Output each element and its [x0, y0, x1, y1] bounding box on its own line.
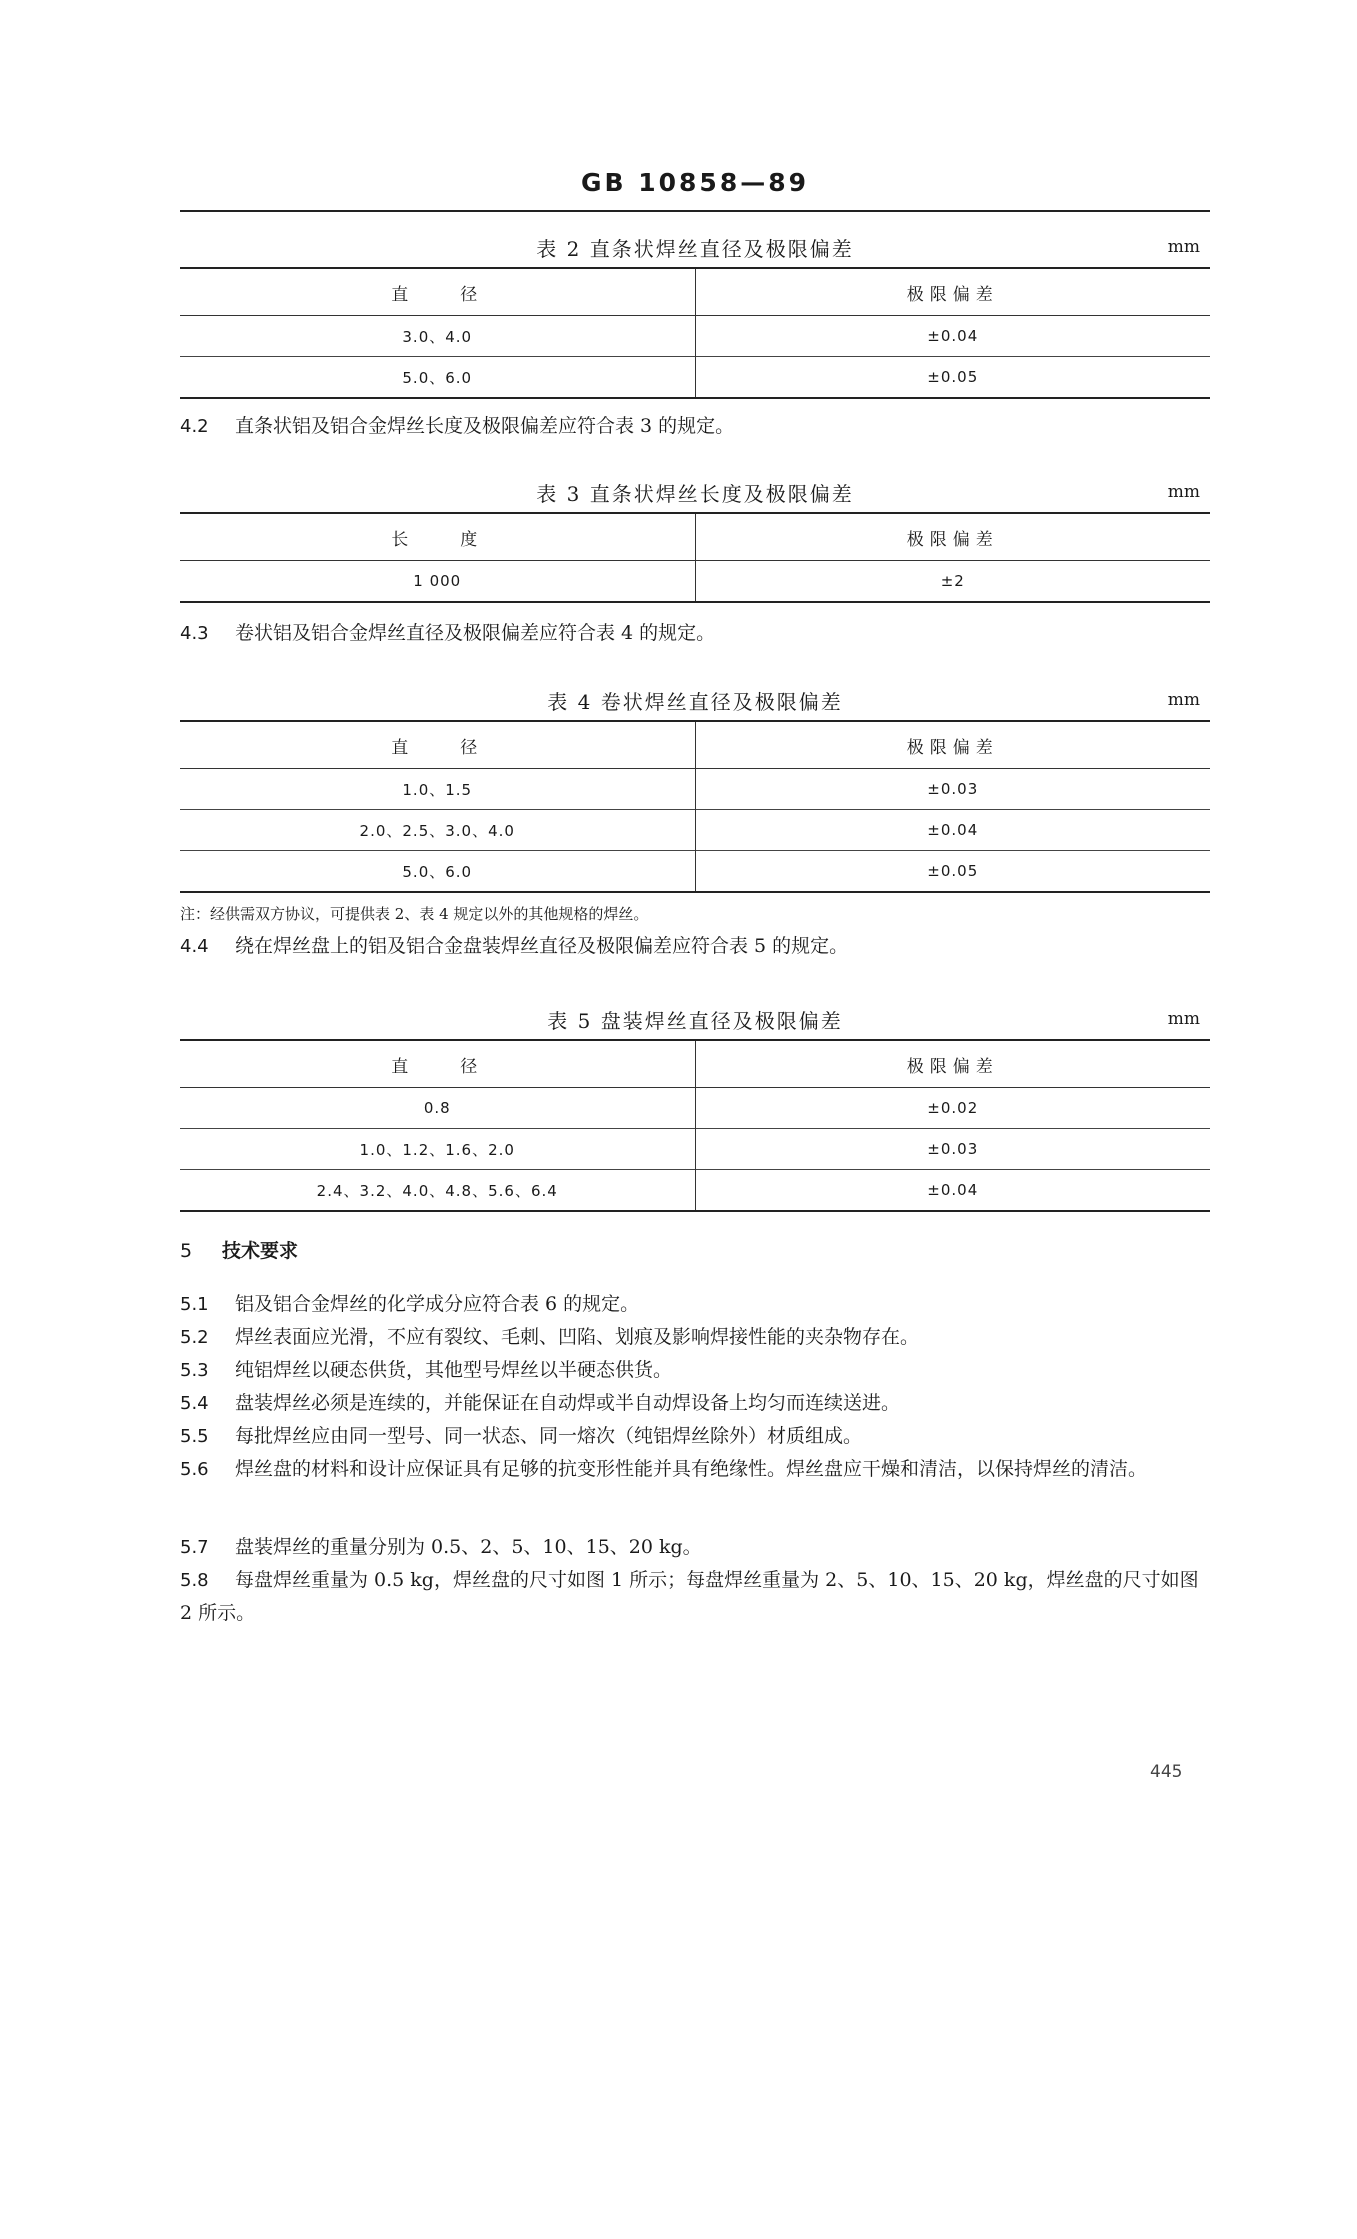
table-5-unit: mm: [1167, 1009, 1200, 1029]
table-3: [180, 512, 1210, 603]
table-2-unit: mm: [1167, 237, 1200, 257]
table-2-title: 表 2 直条状焊丝直径及极限偏差: [536, 237, 854, 261]
clause-text: 直条状铝及铝合金焊丝长度及极限偏差应符合表 3 的规定。: [235, 415, 735, 437]
clause-text: 焊丝盘的材料和设计应保证具有足够的抗变形性能并具有绝缘性。焊丝盘应干燥和清洁，以保持焊丝的清洁。: [235, 1458, 1148, 1480]
table-cell: ±0.04: [695, 316, 1210, 357]
table-cell: 5.0、6.0: [180, 851, 695, 893]
standard-number-header: GB 10858—89: [580, 168, 810, 197]
table-row: [180, 769, 1210, 810]
clause-number: 5.1: [180, 1294, 209, 1315]
clause-5-5: [180, 1420, 1210, 1453]
table-3-block: [180, 470, 1210, 603]
clause-5-3: [180, 1354, 1210, 1387]
clause-5-6: [180, 1453, 1210, 1486]
table-cell: 2.0、2.5、3.0、4.0: [180, 810, 695, 851]
table-row: [180, 1088, 1210, 1129]
table-cell: ±0.04: [695, 810, 1210, 851]
table-5-block: [180, 997, 1210, 1212]
table-4-title: 表 4 卷状焊丝直径及极限偏差: [547, 690, 843, 714]
section-number: 5: [180, 1240, 193, 1262]
table-cell: 0.8: [180, 1088, 695, 1129]
clause-text: 铝及铝合金焊丝的化学成分应符合表 6 的规定。: [235, 1293, 640, 1315]
clause-5-7: [180, 1531, 1210, 1564]
page-number: 445: [1150, 1762, 1183, 1782]
table-row: [180, 851, 1210, 893]
clause-text: 焊丝表面应光滑，不应有裂纹、毛刺、凹陷、划痕及影响焊接性能的夹杂物存在。: [235, 1326, 920, 1348]
clause-text: 盘装焊丝必须是连续的，并能保证在自动焊或半自动焊设备上均匀而连续送进。: [235, 1392, 901, 1414]
table-header-cell: 极限偏差: [695, 1040, 1210, 1088]
clause-5-8: [180, 1564, 1210, 1630]
table-5: [180, 1039, 1210, 1212]
clause-text: 每批焊丝应由同一型号、同一状态、同一熔次（纯铝焊丝除外）材质组成。: [235, 1425, 863, 1447]
clause-5-2: [180, 1321, 1210, 1354]
clause-text: 卷状铝及铝合金焊丝直径及极限偏差应符合表 4 的规定。: [235, 622, 716, 644]
header-rule: [180, 210, 1210, 212]
clause-4-3: [180, 617, 1210, 650]
table-2-block: [180, 225, 1210, 399]
clause-number: 5.8: [180, 1570, 209, 1591]
table-header-cell: 极限偏差: [695, 268, 1210, 316]
table-header-cell: 极限偏差: [695, 513, 1210, 561]
table-4: [180, 720, 1210, 893]
clause-text: 绕在焊丝盘上的铝及铝合金盘装焊丝直径及极限偏差应符合表 5 的规定。: [235, 935, 849, 957]
table-cell: ±0.05: [695, 851, 1210, 893]
clause-text: 每盘焊丝重量为 0.5 kg，焊丝盘的尺寸如图 1 所示；每盘焊丝重量为 2、5、10、15、20 kg，焊丝盘的尺寸如图 2 所示。: [180, 1569, 1199, 1624]
table-cell: 1.0、1.5: [180, 769, 695, 810]
table-cell: 1.0、1.2、1.6、2.0: [180, 1129, 695, 1170]
table-cell: ±0.04: [695, 1170, 1210, 1212]
table-header-cell: 直 径: [180, 268, 695, 316]
clause-4-2: [180, 410, 1210, 443]
table-header-cell: 极限偏差: [695, 721, 1210, 769]
table-3-unit: mm: [1167, 482, 1200, 502]
clause-number: 5.3: [180, 1360, 209, 1381]
table-header-cell: 长 度: [180, 513, 695, 561]
table-cell: ±0.02: [695, 1088, 1210, 1129]
clause-number: 5.5: [180, 1426, 209, 1447]
clause-number: 4.3: [180, 623, 209, 644]
table-row: [180, 1170, 1210, 1212]
table-cell: 5.0、6.0: [180, 357, 695, 399]
clause-text: 盘装焊丝的重量分别为 0.5、2、5、10、15、20 kg。: [235, 1536, 702, 1558]
table-cell: ±0.05: [695, 357, 1210, 399]
table-header-cell: 直 径: [180, 1040, 695, 1088]
clause-number: 5.7: [180, 1537, 209, 1558]
table-4-note: 注：经供需双方协议，可提供表 2、表 4 规定以外的其他规格的焊丝。: [180, 905, 649, 923]
clause-4-4: [180, 930, 1210, 963]
table-cell: ±0.03: [695, 769, 1210, 810]
table-5-title: 表 5 盘装焊丝直径及极限偏差: [547, 1009, 843, 1033]
table-row: [180, 1129, 1210, 1170]
section-5-title: [180, 1236, 298, 1263]
clause-number: 5.6: [180, 1459, 209, 1480]
section-heading: 技术要求: [222, 1240, 299, 1262]
clause-number: 4.2: [180, 416, 209, 437]
clause-number: 4.4: [180, 936, 209, 957]
clause-5-4: [180, 1387, 1210, 1420]
clause-5-1: [180, 1288, 1210, 1321]
table-3-title: 表 3 直条状焊丝长度及极限偏差: [536, 482, 854, 506]
table-cell: ±0.03: [695, 1129, 1210, 1170]
clause-text: 纯铝焊丝以硬态供货，其他型号焊丝以半硬态供货。: [235, 1359, 673, 1381]
table-2: [180, 267, 1210, 399]
table-cell: 2.4、3.2、4.0、4.8、5.6、6.4: [180, 1170, 695, 1212]
table-row: [180, 316, 1210, 357]
table-row: [180, 561, 1210, 603]
table-row: [180, 357, 1210, 399]
table-4-block: [180, 678, 1210, 893]
table-cell: 1 000: [180, 561, 695, 603]
clause-number: 5.4: [180, 1393, 209, 1414]
table-cell: 3.0、4.0: [180, 316, 695, 357]
table-row: [180, 810, 1210, 851]
clause-number: 5.2: [180, 1327, 209, 1348]
table-header-cell: 直 径: [180, 721, 695, 769]
table-4-unit: mm: [1167, 690, 1200, 710]
table-cell: ±2: [695, 561, 1210, 603]
